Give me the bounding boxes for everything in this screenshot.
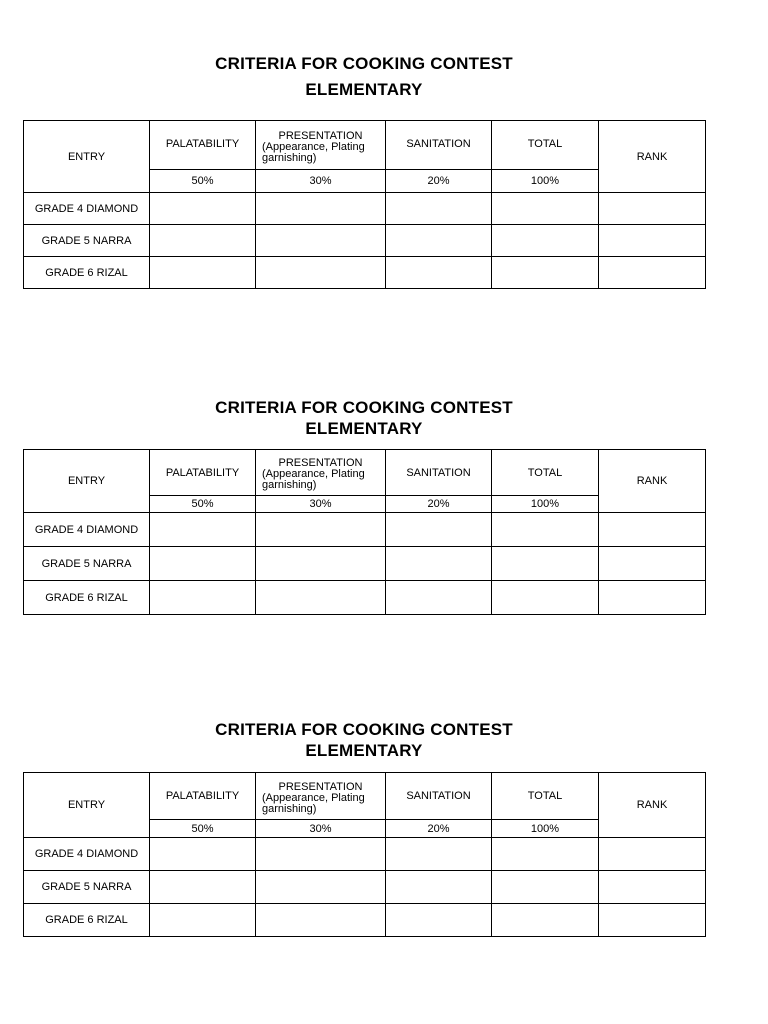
- table-row: [24, 257, 706, 289]
- score-cell[interactable]: [150, 547, 256, 581]
- header-total: TOTAL: [492, 121, 599, 170]
- header-rank: RANK: [599, 121, 706, 193]
- table-row: [24, 225, 706, 257]
- score-cell[interactable]: [256, 547, 386, 581]
- presentation-line-2: (Appearance, Plating: [262, 791, 365, 804]
- score-cell[interactable]: [256, 838, 386, 871]
- entry-cell: GRADE 6 RIZAL: [24, 581, 150, 615]
- presentation-line-2: (Appearance, Plating: [262, 140, 365, 153]
- weight-total: 100%: [492, 496, 599, 513]
- weight-presentation: 30%: [256, 496, 386, 513]
- rank-cell[interactable]: [599, 904, 706, 937]
- presentation-line-3: garnishing): [262, 151, 317, 164]
- weight-palatability: 50%: [150, 170, 256, 193]
- header-total: TOTAL: [492, 450, 599, 496]
- rank-cell[interactable]: [599, 257, 706, 289]
- table-row: [24, 871, 706, 904]
- score-cell[interactable]: [150, 513, 256, 547]
- criteria-table: [23, 120, 706, 289]
- score-cell[interactable]: [492, 871, 599, 904]
- criteria-section-3: [22, 719, 706, 937]
- weight-sanitation: 20%: [386, 170, 492, 193]
- header-presentation: [256, 773, 386, 820]
- header-entry: ENTRY: [24, 121, 150, 193]
- entry-cell: GRADE 4 DIAMOND: [24, 193, 150, 225]
- score-cell[interactable]: [386, 257, 492, 289]
- table-row: [24, 838, 706, 871]
- weight-presentation: 30%: [256, 170, 386, 193]
- rank-cell[interactable]: [599, 838, 706, 871]
- title-line-1: CRITERIA FOR COOKING CONTEST: [215, 720, 513, 739]
- header-entry: ENTRY: [24, 450, 150, 513]
- criteria-table: [23, 772, 706, 937]
- header-total: TOTAL: [492, 773, 599, 820]
- score-cell[interactable]: [492, 581, 599, 615]
- score-cell[interactable]: [492, 904, 599, 937]
- header-sanitation: SANITATION: [386, 121, 492, 170]
- presentation-line-3: garnishing): [262, 479, 317, 491]
- header-presentation: [256, 450, 386, 496]
- header-rank: RANK: [599, 773, 706, 838]
- score-cell[interactable]: [386, 871, 492, 904]
- weight-palatability: 50%: [150, 496, 256, 513]
- weight-presentation: 30%: [256, 820, 386, 838]
- presentation-line-1: PRESENTATION: [278, 129, 363, 142]
- weight-total: 100%: [492, 820, 599, 838]
- rank-cell[interactable]: [599, 871, 706, 904]
- table-row: [24, 547, 706, 581]
- table-row: [24, 513, 706, 547]
- score-cell[interactable]: [386, 547, 492, 581]
- title-line-1: CRITERIA FOR COOKING CONTEST: [215, 54, 513, 73]
- criteria-section-1: [22, 53, 706, 289]
- score-cell[interactable]: [150, 871, 256, 904]
- score-cell[interactable]: [386, 581, 492, 615]
- score-cell[interactable]: [256, 871, 386, 904]
- score-cell[interactable]: [492, 513, 599, 547]
- criteria-section-2: [22, 397, 706, 615]
- score-cell[interactable]: [256, 225, 386, 257]
- header-entry: ENTRY: [24, 773, 150, 838]
- score-cell[interactable]: [150, 838, 256, 871]
- weight-sanitation: 20%: [386, 496, 492, 513]
- score-cell[interactable]: [150, 193, 256, 225]
- rank-cell[interactable]: [599, 225, 706, 257]
- header-palatability: PALATABILITY: [150, 450, 256, 496]
- header-presentation: [256, 121, 386, 170]
- title-line-1: CRITERIA FOR COOKING CONTEST: [215, 398, 513, 417]
- title-line-2: ELEMENTARY: [305, 80, 423, 99]
- header-palatability: PALATABILITY: [150, 773, 256, 820]
- score-cell[interactable]: [492, 225, 599, 257]
- rank-cell[interactable]: [599, 513, 706, 547]
- section-title: [22, 397, 706, 439]
- score-cell[interactable]: [386, 513, 492, 547]
- rank-cell[interactable]: [599, 547, 706, 581]
- rank-cell[interactable]: [599, 581, 706, 615]
- header-sanitation: SANITATION: [386, 773, 492, 820]
- score-cell[interactable]: [492, 257, 599, 289]
- title-line-2: ELEMENTARY: [305, 741, 423, 760]
- score-cell[interactable]: [386, 225, 492, 257]
- presentation-line-1: PRESENTATION: [278, 780, 363, 793]
- entry-cell: GRADE 5 NARRA: [24, 547, 150, 581]
- entry-cell: GRADE 4 DIAMOND: [24, 513, 150, 547]
- table-row: [24, 193, 706, 225]
- score-cell[interactable]: [150, 581, 256, 615]
- entry-cell: GRADE 6 RIZAL: [24, 257, 150, 289]
- score-cell[interactable]: [256, 257, 386, 289]
- title-line-2: ELEMENTARY: [305, 419, 423, 438]
- score-cell[interactable]: [386, 838, 492, 871]
- section-title: [22, 53, 706, 100]
- header-rank: RANK: [599, 450, 706, 513]
- score-cell[interactable]: [256, 904, 386, 937]
- entry-cell: GRADE 4 DIAMOND: [24, 838, 150, 871]
- presentation-line-3: garnishing): [262, 802, 317, 815]
- weight-palatability: 50%: [150, 820, 256, 838]
- score-cell[interactable]: [150, 904, 256, 937]
- rank-cell[interactable]: [599, 193, 706, 225]
- score-cell[interactable]: [386, 193, 492, 225]
- score-cell[interactable]: [492, 193, 599, 225]
- section-title: [22, 719, 706, 761]
- table-row: [24, 581, 706, 615]
- entry-cell: GRADE 5 NARRA: [24, 225, 150, 257]
- weight-sanitation: 20%: [386, 820, 492, 838]
- score-cell[interactable]: [256, 513, 386, 547]
- score-cell[interactable]: [256, 581, 386, 615]
- presentation-line-1: PRESENTATION: [278, 457, 363, 469]
- entry-cell: GRADE 5 NARRA: [24, 871, 150, 904]
- header-sanitation: SANITATION: [386, 450, 492, 496]
- header-palatability: PALATABILITY: [150, 121, 256, 170]
- criteria-table: [23, 449, 706, 615]
- presentation-line-2: (Appearance, Plating: [262, 468, 365, 480]
- score-cell[interactable]: [492, 547, 599, 581]
- score-cell[interactable]: [386, 904, 492, 937]
- score-cell[interactable]: [256, 193, 386, 225]
- entry-cell: GRADE 6 RIZAL: [24, 904, 150, 937]
- score-cell[interactable]: [150, 225, 256, 257]
- table-row: [24, 904, 706, 937]
- score-cell[interactable]: [150, 257, 256, 289]
- weight-total: 100%: [492, 170, 599, 193]
- score-cell[interactable]: [492, 838, 599, 871]
